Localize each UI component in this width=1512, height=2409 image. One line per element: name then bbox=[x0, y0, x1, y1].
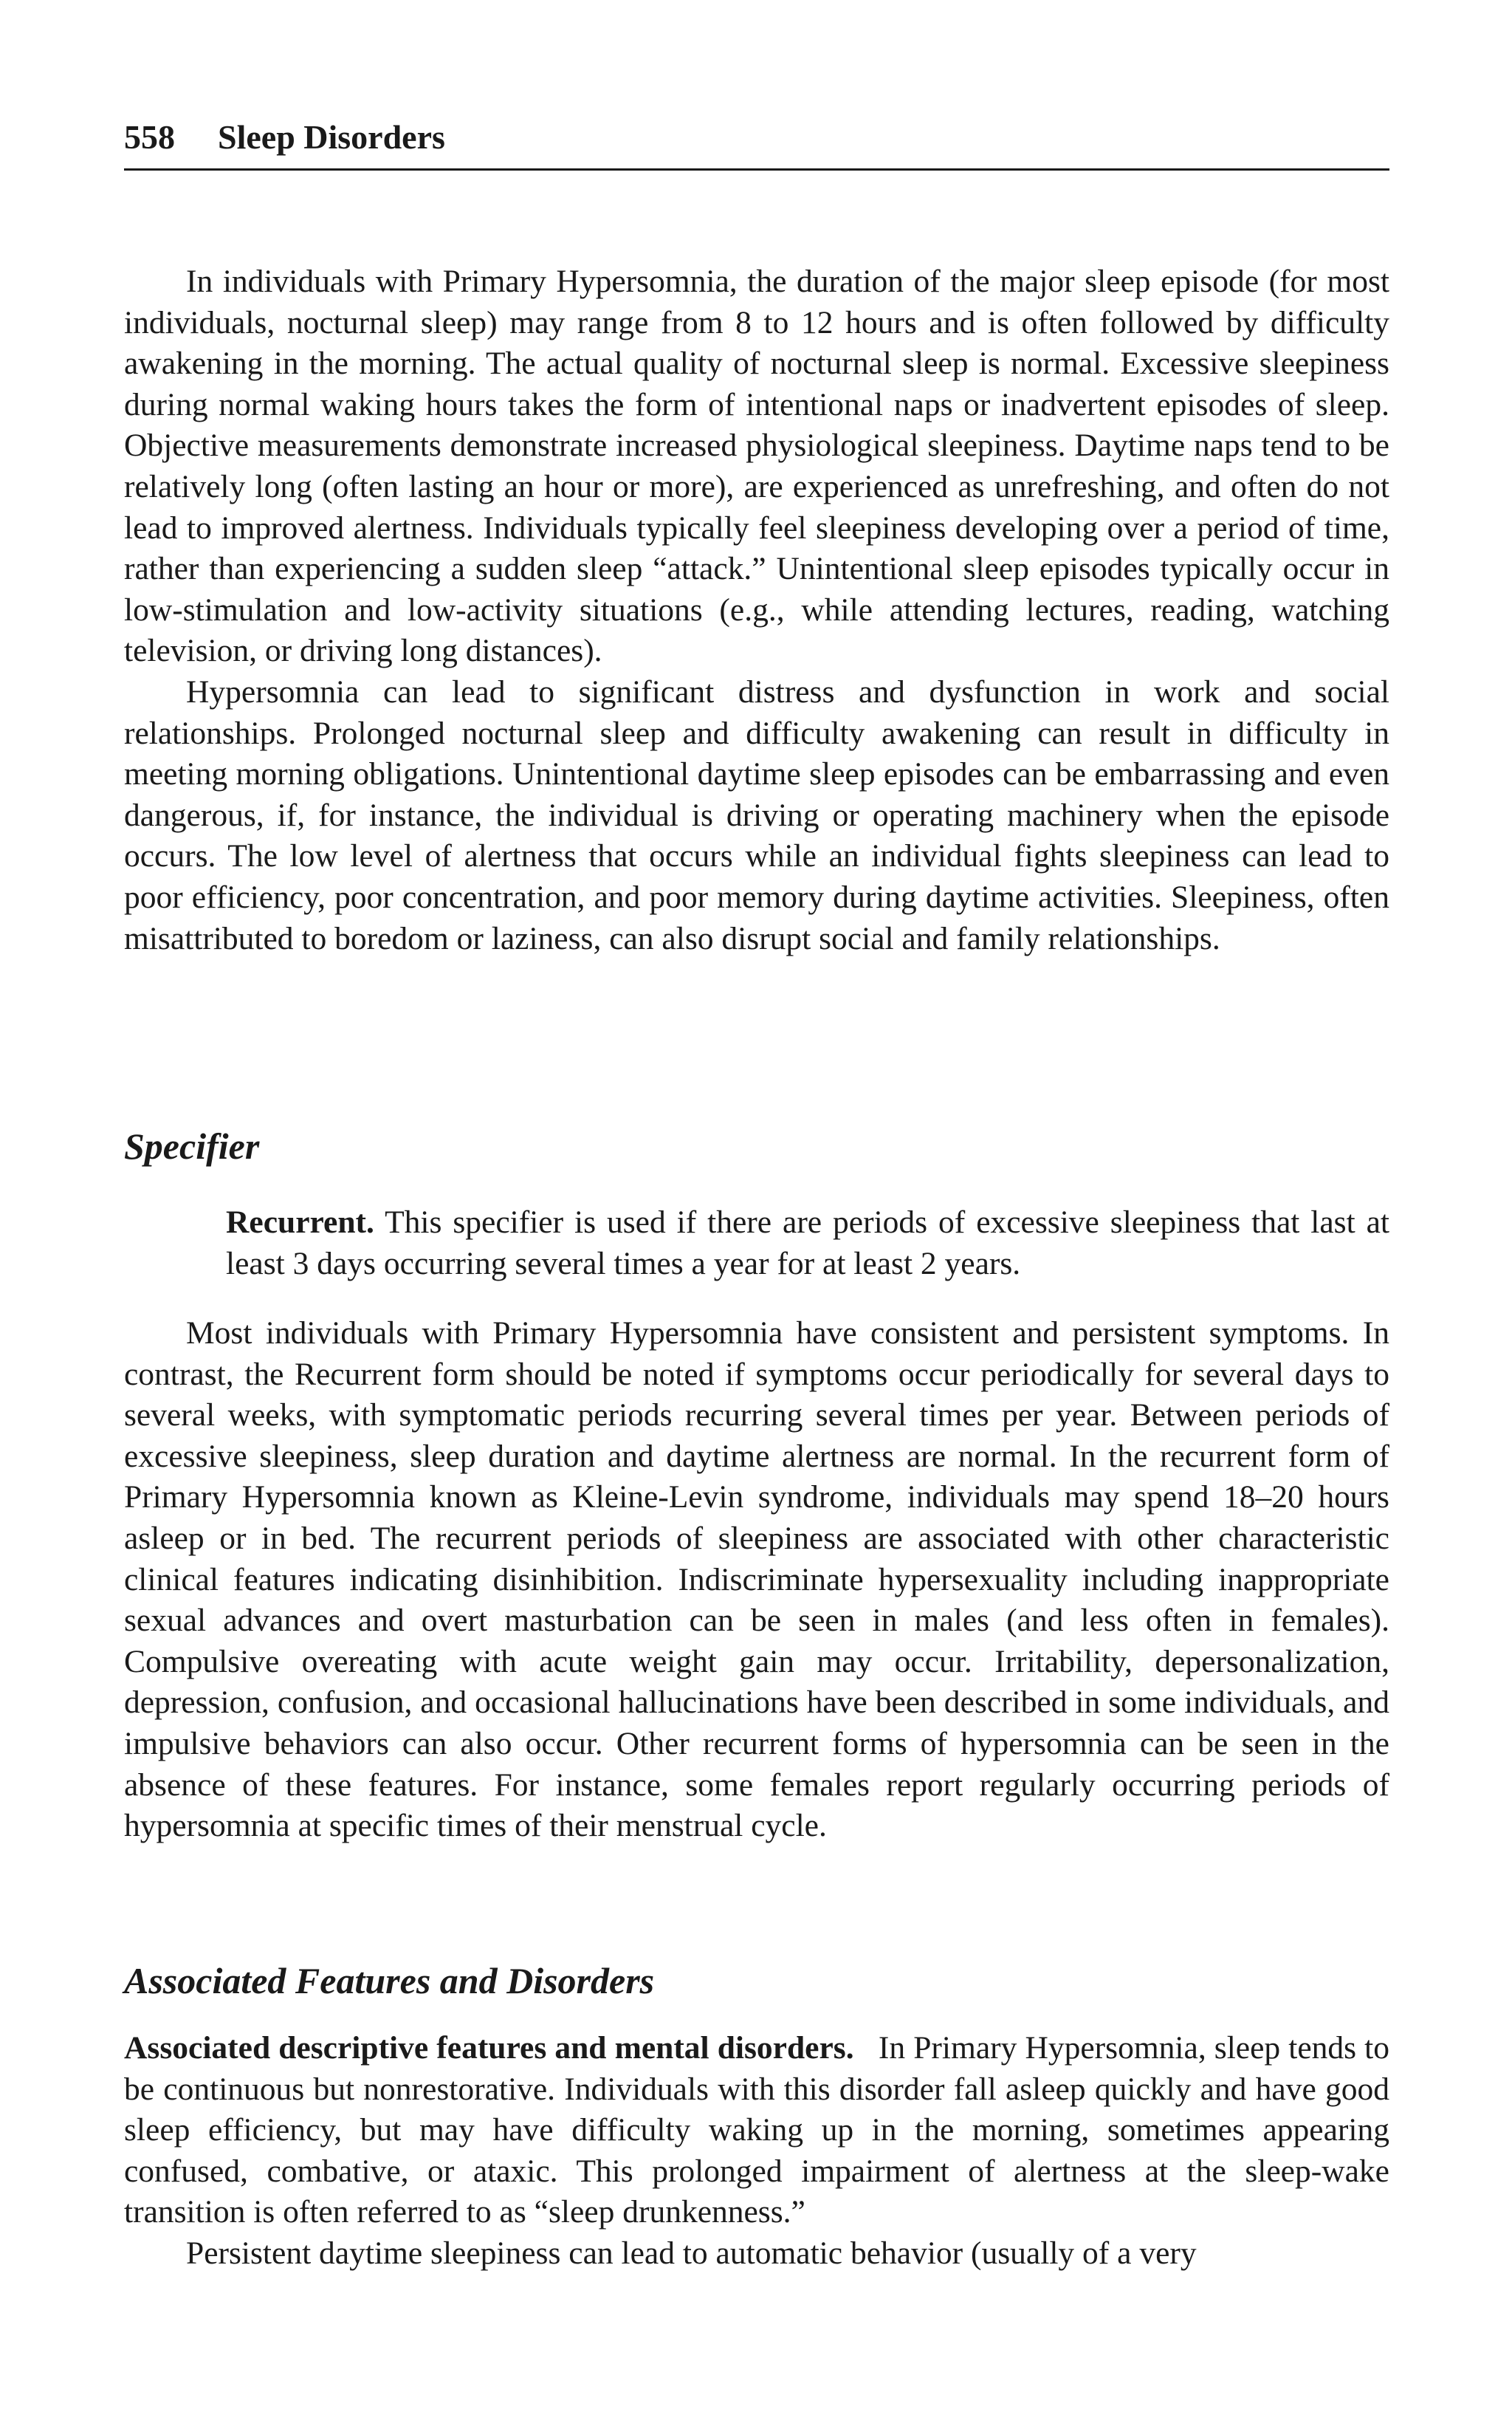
section-heading-associated-features: Associated Features and Disorders bbox=[124, 1960, 655, 2001]
running-title: Sleep Disorders bbox=[218, 118, 445, 156]
paragraph-associated-descriptive-features bbox=[124, 2028, 1389, 2233]
running-head bbox=[124, 117, 445, 158]
section-heading-specifier: Specifier bbox=[124, 1125, 260, 1167]
paragraph-persistent-daytime-sleepiness: Persistent daytime sleepiness can lead to automatic behavior (usually of a very bbox=[186, 2235, 1197, 2271]
body-text-block-3 bbox=[124, 2028, 1389, 2275]
specifier-definition bbox=[226, 1202, 1389, 1284]
header-rule bbox=[124, 168, 1389, 171]
page-number: 558 bbox=[124, 118, 175, 156]
paragraph-recurrent-form: Most individuals with Primary Hypersomnia have consistent and persistent symptoms. In contrast, the Recurrent form should be noted if symptoms occur periodically for several days to several weeks, with symptomatic periods recurring several times per year. Between periods of excessive sleepiness, sleep duration and daytime alertness are normal. In the recurrent form of Primary Hypersomnia known as Kleine-Levin syndrome, individuals may spend 18–20 hours asleep or in bed. The recurrent periods of sleepiness are associated with other characteristic clinical features indicating disinhibition. Indiscriminate hypersexuality including inappropriate sexual advances and overt masturbation can be seen in males (and less often in females). Compulsive overeating with acute weight gain may occur. Irritability, depersonalization, depression, confusion, and occasional hallucinations have been described in some individuals, and impulsive behaviors can also occur. Other recurrent forms of hypersomnia can be seen in the absence of these features. For instance, some females report regularly occurring periods of hypersomnia at specific times of their menstrual cycle. bbox=[124, 1315, 1389, 1844]
paragraph-hypersomnia-distress: Hypersomnia can lead to significant distress and dysfunction in work and social relationships. Prolonged nocturnal sleep and difficulty awakening can result in difficulty in meeting morning obligations. Unintentional daytime sleep episodes can be embarrassing and even dangerous, if, for instance, the individual is driving or operating machinery when the episode occurs. The low level of alertness that occurs while an individual fights sleepiness can lead to poor efficiency, poor concentration, and poor memory during daytime activities. Sleepiness, often misattributed to boredom or laziness, can also disrupt social and family relationships. bbox=[124, 674, 1389, 956]
run-in-heading: Associated descriptive features and mental disorders. bbox=[124, 2030, 854, 2066]
paragraph-primary-hypersomnia-duration: In individuals with Primary Hypersomnia, the duration of the major sleep episode (for most individuals, nocturnal sleep) may range from 8 to 12 hours and is often followed by difficulty awakening in the morning. The actual quality of nocturnal sleep is normal. Excessive sleepiness during normal waking hours takes the form of intentional naps or inadvertent episodes of sleep. Objective measurements demonstrate increased physiological sleepiness. Daytime naps tend to be relatively long (often lasting an hour or more), are experienced as unrefreshing, and often do not lead to improved alertness. Individuals typically feel sleepiness developing over a period of time, rather than experiencing a sudden sleep “attack.” Unintentional sleep episodes typically occur in low-stimulation and low-activity situations (e.g., while attending lectures, reading, watching television, or driving long distances). bbox=[124, 264, 1389, 669]
body-text-block-1 bbox=[124, 261, 1389, 959]
specifier-term: Recurrent. bbox=[226, 1204, 374, 1240]
specifier-description: This specifier is used if there are periods of excessive sleepiness that last at least 3 days occurring several times a year for at least 2 years. bbox=[226, 1204, 1390, 1281]
body-text-block-2 bbox=[124, 1313, 1389, 1847]
associated-paragraph-text: In Primary Hypersomnia, sleep tends to be continuous but nonrestorative. Individuals with this disorder fall asleep quickly and have good sleep efficiency, but may have difficulty waking up in the morning, sometimes appearing confused, combative, or ataxic. This prolonged impairment of alertness at the sleep-wake transition is often referred to as “sleep drunkenness.” bbox=[124, 2030, 1390, 2230]
